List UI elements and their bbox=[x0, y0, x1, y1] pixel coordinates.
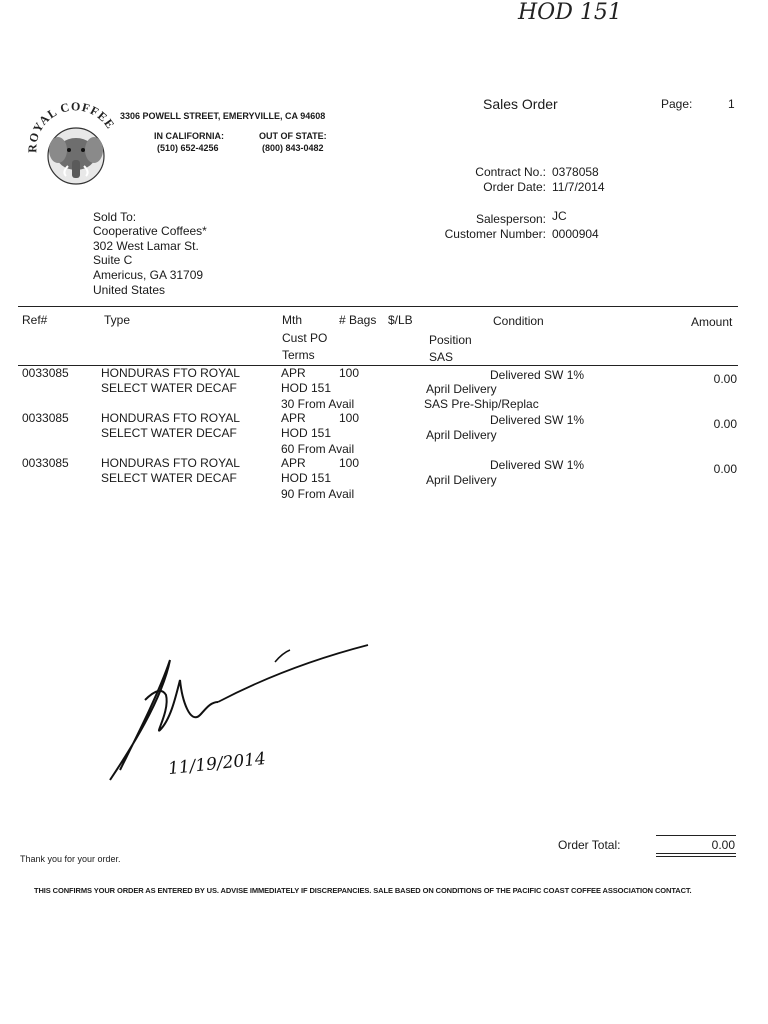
order-date-label: Order Date: bbox=[483, 180, 546, 194]
row-type: HONDURAS FTO ROYAL bbox=[101, 456, 240, 470]
customer-number-label: Customer Number: bbox=[444, 227, 546, 241]
row-terms: 60 From Avail bbox=[281, 442, 355, 456]
row-terms: 30 From Avail bbox=[281, 397, 355, 411]
sold-to-line: Americus, GA 31709 bbox=[93, 268, 204, 282]
row-condition: Delivered SW 1% bbox=[490, 458, 585, 472]
row-type: SELECT WATER DECAF bbox=[101, 471, 237, 485]
page-label: Page: bbox=[661, 97, 693, 111]
col-ref: Ref# bbox=[22, 313, 48, 327]
thank-you-note: Thank you for your order. bbox=[20, 854, 121, 864]
row-type: SELECT WATER DECAF bbox=[101, 381, 237, 395]
col-terms: Terms bbox=[282, 348, 315, 362]
row-mth: APR bbox=[281, 411, 306, 425]
row-bags: 100 bbox=[339, 411, 360, 425]
row-sas: SAS Pre-Ship/Replac bbox=[424, 397, 539, 411]
handwritten-note: HOD 151 bbox=[518, 0, 622, 25]
row-po: HOD 151 bbox=[281, 426, 332, 440]
row-po: HOD 151 bbox=[281, 471, 332, 485]
row-ref: 0033085 bbox=[22, 411, 69, 425]
in-ca-label: IN CALIFORNIA: bbox=[154, 131, 224, 141]
order-total-value: 0.00 bbox=[711, 838, 735, 852]
svg-text:ROYAL COFFEE: YAL COFFEE bbox=[30, 100, 118, 135]
col-type: Type bbox=[104, 313, 131, 327]
in-ca-phone: (510) 652-4256 bbox=[157, 143, 219, 153]
sold-to-line: United States bbox=[93, 283, 166, 297]
contract-label: Contract No.: bbox=[475, 165, 546, 179]
col-position: Position bbox=[429, 333, 472, 347]
salesperson-value: JC bbox=[552, 209, 567, 223]
row-ref: 0033085 bbox=[22, 456, 69, 470]
sold-to-line: Suite C bbox=[93, 253, 133, 267]
row-position: April Delivery bbox=[426, 382, 497, 396]
order-total-double-rule-2 bbox=[656, 856, 736, 857]
row-position: April Delivery bbox=[426, 428, 497, 442]
row-type: SELECT WATER DECAF bbox=[101, 426, 237, 440]
row-mth: APR bbox=[281, 456, 306, 470]
row-ref: 0033085 bbox=[22, 366, 69, 380]
order-total-top-rule bbox=[656, 835, 736, 836]
col-sas: SAS bbox=[429, 350, 454, 364]
salesperson-label: Salesperson: bbox=[475, 212, 546, 226]
col-cust-po: Cust PO bbox=[282, 331, 328, 345]
order-total-double-rule-1 bbox=[656, 853, 736, 854]
col-condition: Condition bbox=[493, 314, 544, 328]
row-amount: 0.00 bbox=[713, 372, 737, 386]
company-logo bbox=[28, 100, 122, 194]
sold-to-label: Sold To: bbox=[93, 210, 137, 224]
row-condition: Delivered SW 1% bbox=[490, 368, 585, 382]
page-value: 1 bbox=[728, 97, 735, 111]
contract-value: 0378058 bbox=[552, 165, 599, 179]
row-mth: APR bbox=[281, 366, 306, 380]
row-amount: 0.00 bbox=[713, 417, 737, 431]
order-total-label: Order Total: bbox=[558, 838, 621, 852]
signature-date: 11/19/2014 bbox=[167, 748, 267, 780]
header-divider bbox=[18, 306, 738, 307]
row-type: HONDURAS FTO ROYAL bbox=[101, 366, 240, 380]
col-price: $/LB bbox=[388, 313, 413, 327]
row-bags: 100 bbox=[339, 366, 360, 380]
col-amount: Amount bbox=[691, 315, 733, 329]
row-amount: 0.00 bbox=[713, 462, 737, 476]
row-po: HOD 151 bbox=[281, 381, 332, 395]
col-mth: Mth bbox=[282, 313, 303, 327]
row-condition: Delivered SW 1% bbox=[490, 413, 585, 427]
out-state-phone: (800) 843-0482 bbox=[262, 143, 324, 153]
row-type: HONDURAS FTO ROYAL bbox=[101, 411, 240, 425]
row-terms: 90 From Avail bbox=[281, 487, 355, 501]
col-bags: # Bags bbox=[339, 313, 377, 327]
row-bags: 100 bbox=[339, 456, 360, 470]
customer-number-value: 0000904 bbox=[552, 227, 599, 241]
sold-to-line: 302 West Lamar St. bbox=[93, 239, 199, 253]
row-position: April Delivery bbox=[426, 473, 497, 487]
order-date-value: 11/7/2014 bbox=[552, 180, 605, 194]
sold-to-line: Cooperative Coffees* bbox=[93, 224, 207, 238]
company-address: 3306 POWELL STREET, EMERYVILLE, CA 94608 bbox=[120, 111, 326, 121]
out-state-label: OUT OF STATE: bbox=[259, 131, 327, 141]
doc-title: Sales Order bbox=[483, 96, 558, 112]
disclaimer: THIS CONFIRMS YOUR ORDER AS ENTERED BY US. ADVISE IMMEDIATELY IF DISCREPANCIES. SALE BASED ON CONDITIONS OF THE PACIFIC COAST COFFEE ASSOCIATION CONTACT. bbox=[34, 886, 692, 895]
